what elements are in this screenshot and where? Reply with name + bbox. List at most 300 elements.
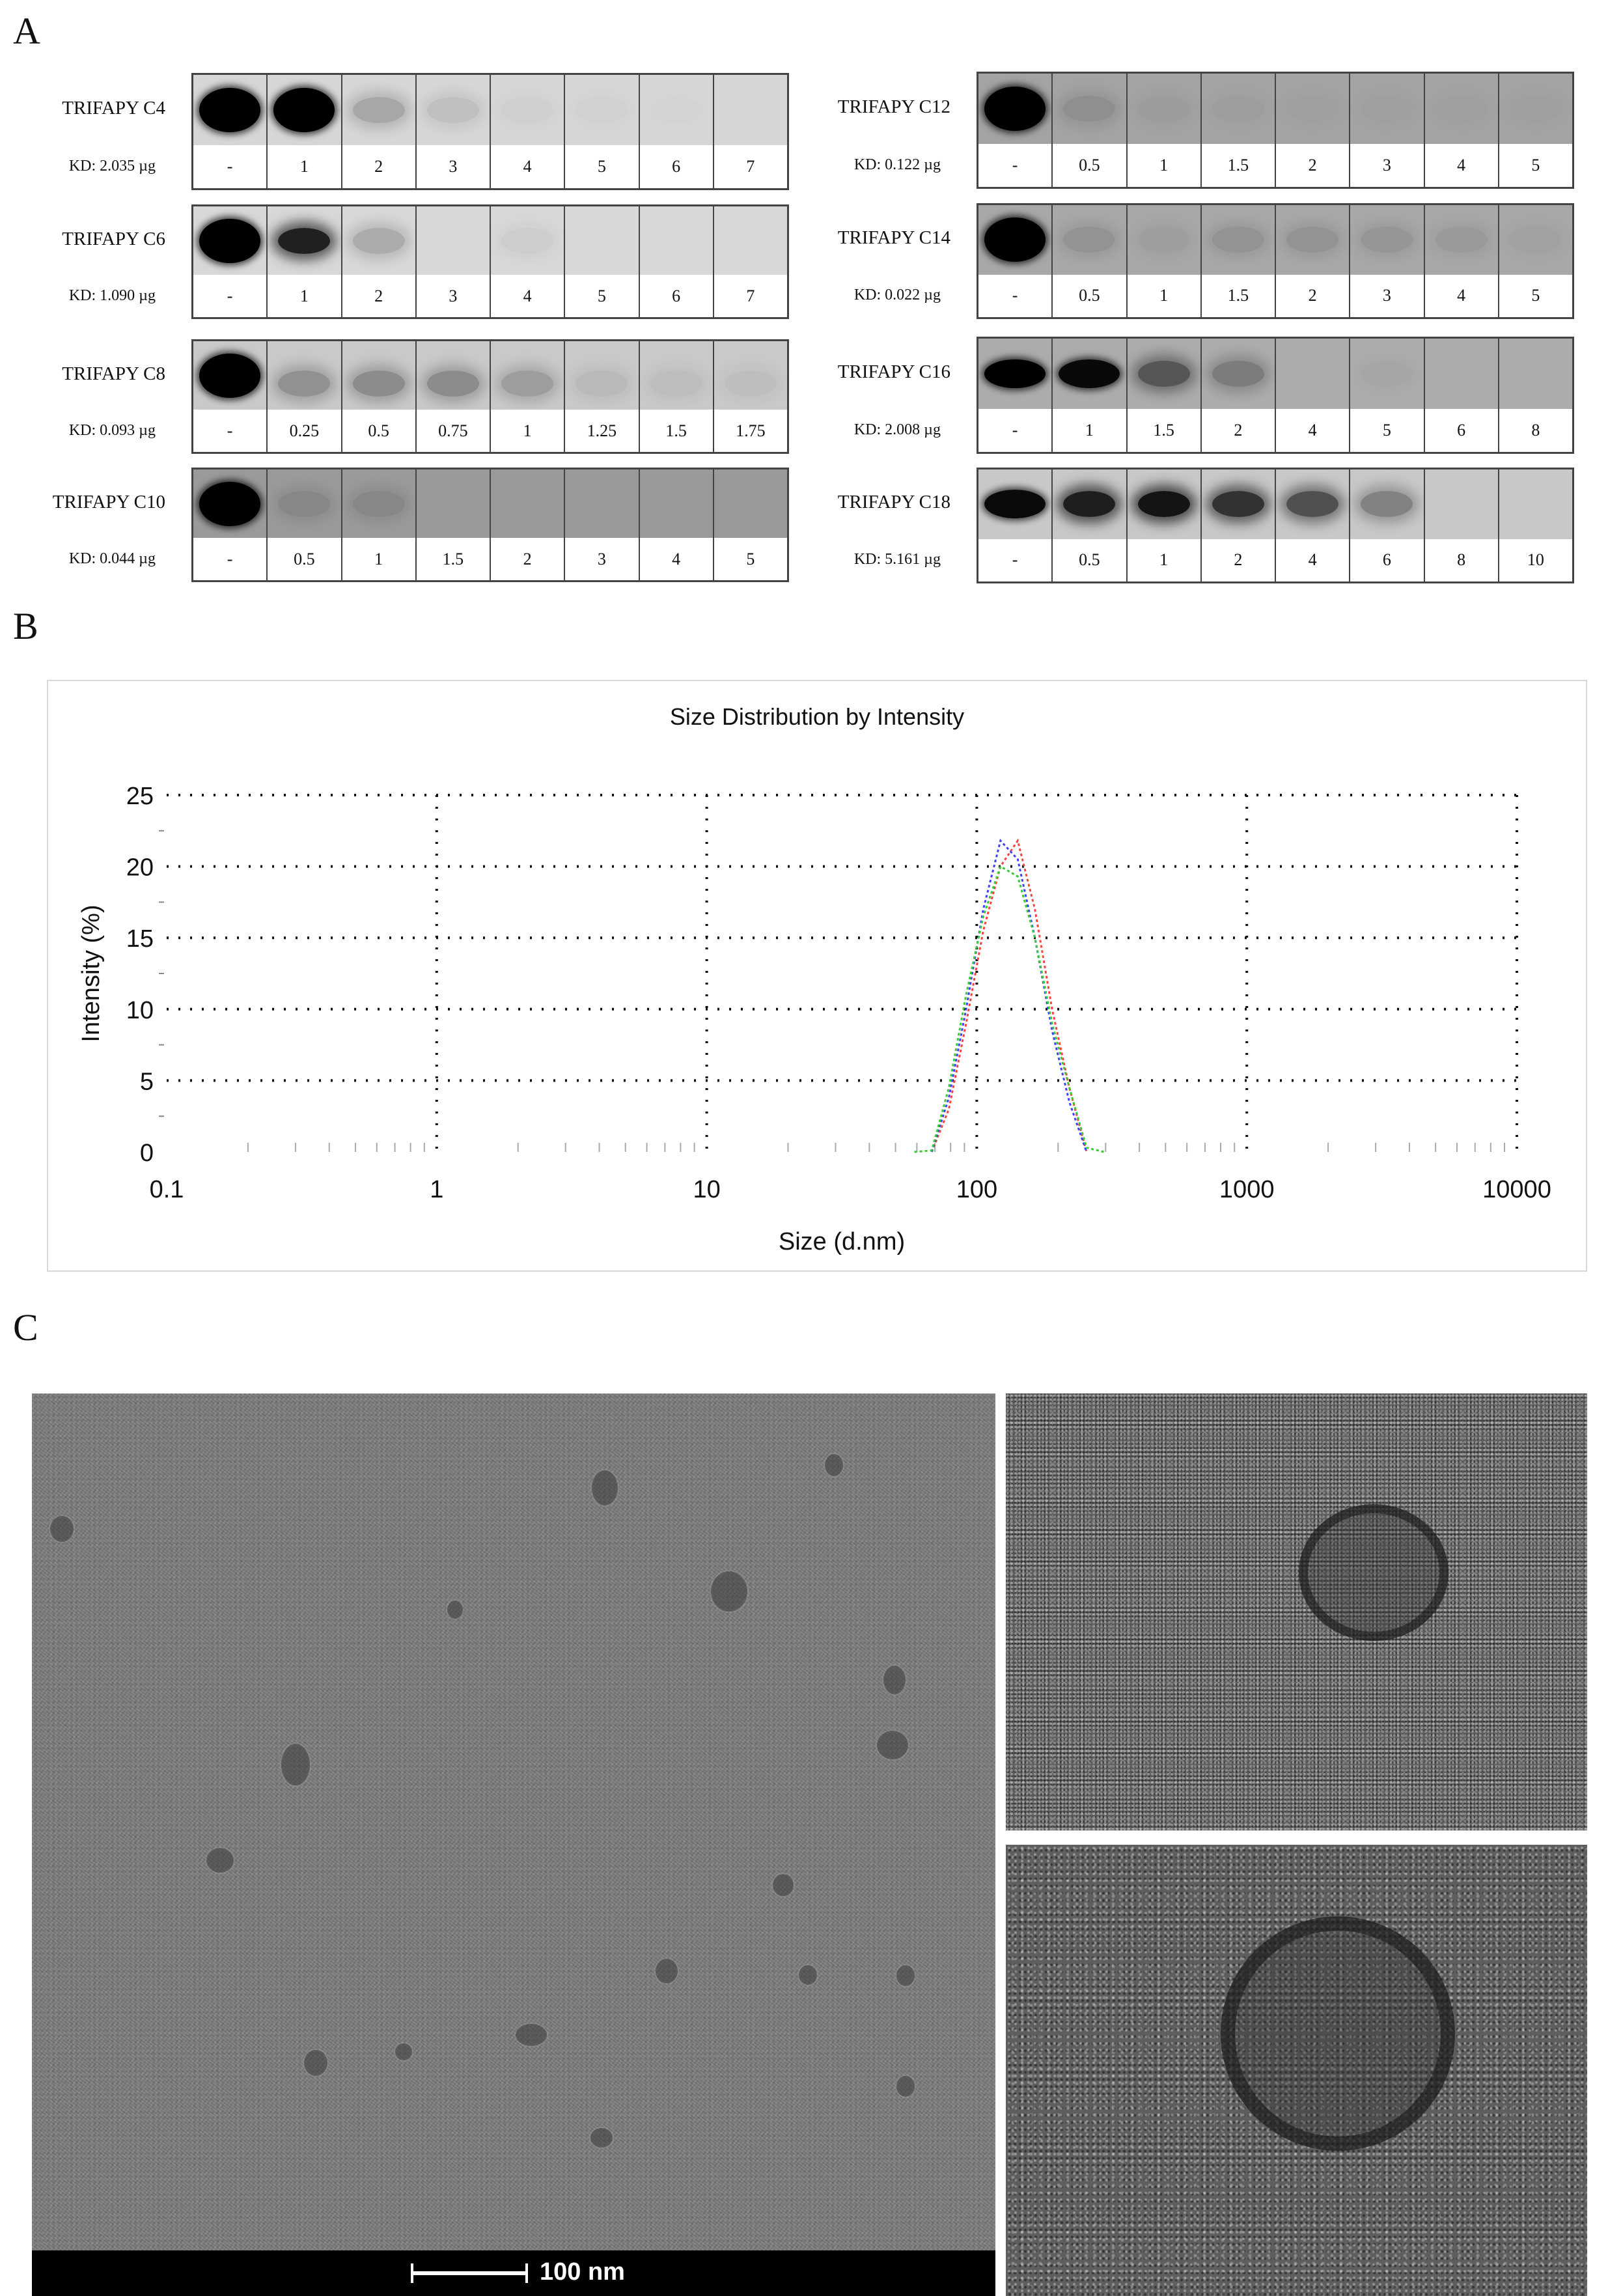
gel-lane-image: [193, 75, 266, 145]
gel-name: TRIFAPY C4: [62, 98, 165, 119]
particle: [826, 1455, 842, 1475]
gel-image: [977, 337, 1574, 454]
gel-lane-label: 4: [1276, 409, 1349, 452]
gel-lane: [415, 75, 490, 188]
gel-lane: [978, 339, 1051, 452]
gel-lane-image: [491, 341, 564, 410]
dna-band: [199, 88, 260, 132]
dna-band: [353, 97, 405, 123]
gel-lane: [1498, 469, 1572, 581]
gel-lane-label: 5: [714, 538, 787, 580]
particle: [396, 2045, 411, 2059]
dna-band: [199, 354, 260, 398]
gel-lane-image: [640, 206, 713, 275]
x-tick-label: 1: [430, 1176, 444, 1203]
dna-band: [278, 491, 330, 517]
gel-lane-image: [978, 469, 1051, 539]
particle: [657, 1960, 676, 1982]
gel-lane-image: [417, 341, 490, 410]
particle: [283, 1745, 309, 1784]
dna-band: [353, 371, 405, 397]
gel-lane-image: [1128, 205, 1200, 275]
gel-lane: [978, 205, 1051, 317]
gel-lane-image: [714, 341, 787, 410]
gel-lane-label: 1.5: [1202, 144, 1275, 187]
gel-lane-label: 0.5: [268, 538, 340, 580]
gel-lane-label: 1: [1128, 275, 1200, 317]
x-tick-label: 0.1: [149, 1176, 184, 1203]
gel-lane: [564, 341, 638, 452]
gel-lane-image: [565, 206, 638, 275]
dna-band: [984, 490, 1046, 518]
dna-band: [1138, 227, 1190, 253]
gel-lane-image: [342, 469, 415, 538]
gel-lane-image: [1276, 339, 1349, 409]
gel-lane-image: [1499, 339, 1572, 409]
gel-lane: [490, 206, 564, 317]
gel-lane: [490, 469, 564, 580]
gel-lane: [1498, 74, 1572, 187]
gel-lane-label: 6: [640, 275, 713, 317]
gel-lane-label: -: [193, 538, 266, 580]
gel-lane-label: 4: [491, 145, 564, 188]
gel-lane: [1126, 469, 1200, 581]
gel-lane-image: [1499, 205, 1572, 275]
data-series-line: [932, 841, 1087, 1152]
gel-lane: [1275, 205, 1349, 317]
gel-lane-label: 1: [1128, 539, 1200, 581]
dna-band: [501, 371, 553, 397]
gel-lane: [1200, 339, 1275, 452]
gel-lane-image: [1202, 205, 1275, 275]
gel-lane: [978, 469, 1051, 581]
particle: [593, 1472, 617, 1504]
chart-title: Size Distribution by Intensity: [669, 703, 965, 730]
gel-lane-image: [193, 206, 266, 275]
gel-lane-label: 1: [342, 538, 415, 580]
y-axis-label: Intensity (%): [77, 904, 105, 1043]
gel-lane-image: [1425, 339, 1498, 409]
gel-lane-label: -: [978, 144, 1051, 187]
gel-lane-label: 0.5: [1053, 144, 1126, 187]
gel-kd-value: KD: 0.122 µg: [853, 156, 941, 173]
gel-lane-image: [417, 206, 490, 275]
gel-lane-label: 4: [491, 275, 564, 317]
gel-lane: [266, 469, 340, 580]
vesicle: [1221, 1916, 1455, 2151]
gel-lane: [1424, 74, 1498, 187]
dna-band: [1361, 96, 1413, 122]
dna-band: [1361, 491, 1413, 517]
gel-lane-image: [1425, 74, 1498, 144]
dna-band: [1212, 96, 1264, 122]
gel-lane-label: 7: [714, 275, 787, 317]
gel-lane-label: -: [193, 275, 266, 317]
gel-lane: [415, 206, 490, 317]
gel-lane-image: [342, 206, 415, 275]
gel-lane-label: 10: [1499, 539, 1572, 581]
data-series-line: [915, 867, 1104, 1152]
scale-bar: [411, 2263, 528, 2283]
gel-name: TRIFAPY C14: [837, 227, 950, 249]
gel-lane-image: [1128, 339, 1200, 409]
gel-lane: [713, 75, 787, 188]
dna-band: [1138, 491, 1190, 517]
dna-band: [199, 219, 260, 263]
gel-lane-label: 1: [1128, 144, 1200, 187]
x-tick-label: 100: [956, 1176, 998, 1203]
gel-lane: [1424, 205, 1498, 317]
y-tick-label: 10: [126, 996, 154, 1024]
gel-lane: [193, 341, 266, 452]
gel-lane-image: [491, 75, 564, 145]
dna-band: [1361, 361, 1413, 387]
gel-lane: [1051, 469, 1126, 581]
gel-lane-label: 8: [1499, 409, 1572, 452]
gel-lane-label: 4: [640, 538, 713, 580]
gel-kd-value: KD: 2.035 µg: [68, 158, 156, 175]
gel-lane-label: 5: [1499, 275, 1572, 317]
gel-lane-label: 4: [1425, 275, 1498, 317]
gel-lane-image: [342, 341, 415, 410]
dna-band: [199, 482, 260, 526]
gel-lane: [1051, 339, 1126, 452]
gel-lane-label: -: [978, 539, 1051, 581]
gel-lane: [266, 206, 340, 317]
gel-lane: [1200, 74, 1275, 187]
gel-lane-image: [1350, 74, 1423, 144]
dna-band: [1063, 227, 1115, 253]
panel-c-label: C: [13, 1306, 38, 1349]
gel-name: TRIFAPY C12: [837, 96, 950, 117]
dna-band: [1063, 96, 1115, 122]
gel-kd-value: KD: 2.008 µg: [853, 421, 941, 438]
gel-lane: [1498, 205, 1572, 317]
gel-lane: [1349, 339, 1423, 452]
gel-lane: [1126, 205, 1200, 317]
dna-band: [278, 371, 330, 397]
gel-lane: [713, 341, 787, 452]
gel-lane-label: 0.75: [417, 410, 490, 452]
x-axis-label: Size (d.nm): [778, 1228, 906, 1255]
gel-lane-image: [1202, 74, 1275, 144]
gel-lane: [341, 75, 415, 188]
gel-lane-label: 2: [342, 145, 415, 188]
gel-lane: [1349, 205, 1423, 317]
y-tick-label: 5: [139, 1068, 154, 1096]
gel-lane-label: 3: [417, 145, 490, 188]
gel-lane-image: [193, 469, 266, 538]
dna-band: [1059, 359, 1120, 388]
gel-lane: [1275, 339, 1349, 452]
gel-lane: [341, 206, 415, 317]
gel-lane-label: 1: [1053, 409, 1126, 452]
data-series-line: [932, 841, 1087, 1152]
gel-lane-label: 2: [1202, 409, 1275, 452]
x-tick-label: 10: [693, 1176, 721, 1203]
dna-band: [1361, 227, 1413, 253]
gel-image: [191, 204, 789, 319]
gel-lane: [1275, 74, 1349, 187]
gel-lane-label: 0.5: [342, 410, 415, 452]
gel-lane-image: [978, 74, 1051, 144]
dna-band: [278, 228, 330, 254]
gel-lane: [1424, 339, 1498, 452]
gel-image: [977, 72, 1574, 189]
gel-lane-label: 8: [1425, 539, 1498, 581]
gel-lane-label: 1: [268, 275, 340, 317]
gel-lane-image: [268, 469, 340, 538]
gel-lane-image: [565, 341, 638, 410]
gel-lane-image: [1425, 469, 1498, 539]
gel-lane-image: [417, 75, 490, 145]
gel-name: TRIFAPY C8: [62, 363, 165, 384]
gel-lane: [1349, 74, 1423, 187]
gel-lane-image: [714, 206, 787, 275]
gel-lane-label: 2: [1276, 275, 1349, 317]
scale-bar-label: 100 nm: [540, 2258, 625, 2286]
gel-lane-image: [491, 206, 564, 275]
gel-lane-label: 2: [491, 538, 564, 580]
gel-lane: [193, 206, 266, 317]
gel-lane-label: 6: [640, 145, 713, 188]
dna-band: [1435, 96, 1488, 122]
gel-lane-image: [1128, 469, 1200, 539]
gel-lane: [1498, 339, 1572, 452]
gel-lane-image: [1276, 469, 1349, 539]
panel-a-label: A: [13, 10, 40, 52]
dna-band: [1063, 491, 1115, 517]
gel-kd-value: KD: 1.090 µg: [68, 287, 156, 304]
gel-lane-image: [417, 469, 490, 538]
gel-lane-image: [1202, 339, 1275, 409]
gel-lane-label: -: [978, 409, 1051, 452]
gel-lane-label: 2: [1276, 144, 1349, 187]
dna-band: [575, 371, 628, 397]
gel-lane-label: 0.5: [1053, 539, 1126, 581]
gel-lane: [564, 469, 638, 580]
gel-lane-image: [1499, 74, 1572, 144]
gel-image: [977, 203, 1574, 319]
dna-band: [1212, 491, 1264, 517]
gel-lane-label: 1: [491, 410, 564, 452]
dna-band: [427, 97, 479, 123]
gel-lane: [639, 341, 713, 452]
dna-band: [353, 228, 405, 254]
dna-band: [1286, 227, 1338, 253]
gel-lane: [564, 75, 638, 188]
dna-band: [501, 228, 553, 254]
dna-band: [1435, 227, 1488, 253]
gel-lane: [978, 74, 1051, 187]
particle: [898, 1967, 913, 1985]
dna-band: [1510, 227, 1562, 253]
gel-lane: [639, 469, 713, 580]
dna-band: [984, 217, 1046, 262]
gel-lane: [1200, 469, 1275, 581]
gel-lane: [1275, 469, 1349, 581]
gel-lane-label: 3: [1350, 275, 1423, 317]
y-tick-label: 20: [126, 854, 154, 882]
gel-lane-image: [565, 469, 638, 538]
gel-lane: [1126, 74, 1200, 187]
gel-image: [191, 73, 789, 190]
gel-lane: [639, 75, 713, 188]
particle: [774, 1875, 792, 1895]
gel-name: TRIFAPY C18: [837, 492, 950, 513]
y-tick-label: 25: [126, 783, 154, 810]
dna-band: [650, 371, 702, 397]
dna-band: [1510, 96, 1562, 122]
gel-lane: [713, 206, 787, 317]
particle: [898, 2077, 913, 2095]
gel-lane-label: 1.5: [640, 410, 713, 452]
gel-lane-image: [1202, 469, 1275, 539]
particle: [51, 1517, 72, 1541]
gel-lane-label: 6: [1425, 409, 1498, 452]
gel-lane-image: [1425, 205, 1498, 275]
dna-band: [427, 371, 479, 397]
gel-lane: [564, 206, 638, 317]
gel-lane-label: -: [193, 410, 266, 452]
gel-lane-image: [640, 75, 713, 145]
gel-name: TRIFAPY C10: [52, 491, 165, 512]
gel-lane-label: 5: [565, 275, 638, 317]
gel-lane-image: [1053, 205, 1126, 275]
gel-lane: [639, 206, 713, 317]
gel-lane-image: [1350, 205, 1423, 275]
cryo-tem-zoom-image-1: [1006, 1393, 1587, 1830]
gel-name: TRIFAPY C6: [62, 228, 165, 249]
dna-band: [1286, 491, 1338, 517]
gel-lane-image: [1276, 74, 1349, 144]
dna-band: [1212, 227, 1264, 253]
vesicle: [1299, 1504, 1449, 1641]
gel-lane-image: [714, 75, 787, 145]
gel-lane-image: [268, 75, 340, 145]
gel-lane-image: [640, 469, 713, 538]
dna-band: [1286, 96, 1338, 122]
gel-lane-image: [1053, 469, 1126, 539]
gel-lane: [1051, 74, 1126, 187]
cryo-tem-zoom-image-2: [1006, 1845, 1587, 2296]
gel-lane-label: 0.25: [268, 410, 340, 452]
gel-lane-image: [978, 339, 1051, 409]
dna-band: [1138, 361, 1190, 387]
gel-lane-label: 3: [417, 275, 490, 317]
particle: [517, 2025, 546, 2045]
dna-band: [501, 97, 553, 123]
gel-lane: [713, 469, 787, 580]
dna-band: [1212, 361, 1264, 387]
gel-lane: [490, 341, 564, 452]
gel-lane-image: [268, 206, 340, 275]
gel-lane-label: 5: [565, 145, 638, 188]
dls-chart: [47, 680, 1587, 1272]
gel-lane-label: 0.5: [1053, 275, 1126, 317]
gel-lane-image: [714, 469, 787, 538]
gel-lane: [193, 75, 266, 188]
particle: [878, 1732, 907, 1758]
gel-lane-image: [1053, 74, 1126, 144]
dna-band: [650, 97, 702, 123]
gel-image: [977, 468, 1574, 583]
scale-bar-strip: [32, 2250, 995, 2296]
gel-lane-image: [1350, 469, 1423, 539]
gel-lane: [1200, 205, 1275, 317]
gel-lane-label: 2: [1202, 539, 1275, 581]
gel-lane-label: 1.5: [1202, 275, 1275, 317]
gel-lane-image: [1499, 469, 1572, 539]
dna-band: [725, 371, 777, 397]
gel-lane: [415, 341, 490, 452]
chart-plot-area: [48, 681, 1588, 1273]
gel-lane-label: 1: [268, 145, 340, 188]
gel-image: [191, 468, 789, 582]
gel-lane-image: [1350, 339, 1423, 409]
gel-kd-value: KD: 5.161 µg: [853, 551, 941, 568]
gel-lane-label: 1.75: [714, 410, 787, 452]
gel-lane-label: 7: [714, 145, 787, 188]
gel-lane-image: [1128, 74, 1200, 144]
gel-lane: [341, 341, 415, 452]
gel-lane-label: 5: [1350, 409, 1423, 452]
particle: [592, 2129, 611, 2146]
dna-band: [984, 87, 1046, 131]
gel-lane-image: [565, 75, 638, 145]
gel-lane-image: [1276, 205, 1349, 275]
particle: [800, 1967, 816, 1983]
gel-lane-label: 3: [1350, 144, 1423, 187]
gel-kd-value: KD: 0.044 µg: [68, 550, 156, 567]
gel-lane-label: 3: [565, 538, 638, 580]
gel-lane-label: 1.5: [1128, 409, 1200, 452]
gel-lane-label: 1.5: [417, 538, 490, 580]
gel-lane-label: 1.25: [565, 410, 638, 452]
gel-lane: [1051, 205, 1126, 317]
gel-lane-label: 4: [1276, 539, 1349, 581]
gel-lane-image: [342, 75, 415, 145]
gel-name: TRIFAPY C16: [837, 361, 950, 382]
gel-lane-image: [640, 341, 713, 410]
dna-band: [575, 97, 628, 123]
gel-lane: [1349, 469, 1423, 581]
particle: [885, 1667, 904, 1693]
gel-lane: [341, 469, 415, 580]
gel-lane-label: 6: [1350, 539, 1423, 581]
gel-lane-label: -: [978, 275, 1051, 317]
dna-band: [273, 88, 335, 132]
gel-lane-label: 4: [1425, 144, 1498, 187]
gel-lane: [266, 75, 340, 188]
gel-lane: [1424, 469, 1498, 581]
gel-lane: [193, 469, 266, 580]
y-tick-label: 15: [126, 925, 154, 953]
gel-lane: [415, 469, 490, 580]
dna-band: [984, 359, 1046, 388]
gel-lane-label: 2: [342, 275, 415, 317]
particle: [305, 2051, 326, 2075]
gel-lane: [1126, 339, 1200, 452]
gel-lane-image: [978, 205, 1051, 275]
dna-band: [1138, 96, 1190, 122]
gel-image: [191, 339, 789, 454]
x-tick-label: 1000: [1219, 1176, 1275, 1203]
cryo-tem-overview-image: [32, 1393, 995, 2296]
gel-lane-label: -: [193, 145, 266, 188]
panel-b-label: B: [13, 605, 38, 647]
gel-lane: [490, 75, 564, 188]
